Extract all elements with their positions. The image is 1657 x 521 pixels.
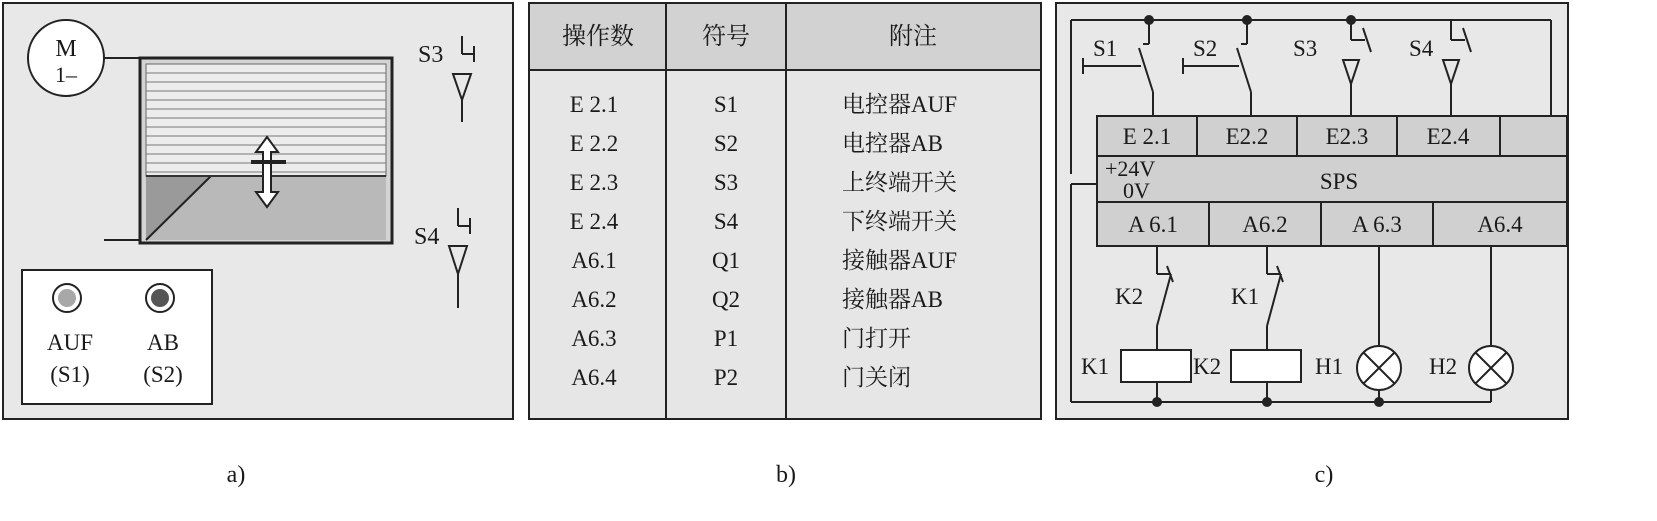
switch-label-s3-c: S3 xyxy=(1293,36,1318,61)
table-row-3-operand: E 2.3 xyxy=(569,170,619,195)
table-row-4-note: 下终端开关 xyxy=(842,209,957,234)
coil-label-k1: K1 xyxy=(1081,354,1110,379)
input-e2-4: E2.4 xyxy=(1426,124,1470,149)
lamp-label-h2: H2 xyxy=(1429,354,1458,379)
switch-label-s1: S1 xyxy=(1093,36,1118,61)
caption-c: c) xyxy=(1314,462,1334,488)
ab-button-label: AB xyxy=(147,330,179,355)
limit-switch-s3 xyxy=(418,36,474,122)
auf-button-label: AUF xyxy=(46,330,94,355)
table-row-2-symbol: S2 xyxy=(713,131,739,156)
limit-switch-s4 xyxy=(414,208,470,308)
table-row-1-symbol: S1 xyxy=(713,92,739,117)
panel-b-io-table xyxy=(528,2,1042,420)
wiring-diagram-svg xyxy=(1057,4,1567,418)
table-row-3-symbol: S3 xyxy=(713,170,739,195)
motor-label-bottom: 1– xyxy=(55,62,77,87)
motor-label-top: M xyxy=(55,36,77,62)
coil-label-k2: K2 xyxy=(1193,354,1222,379)
input-e2-3: E2.3 xyxy=(1325,124,1369,149)
header-note: 附注 xyxy=(889,24,937,50)
ab-button-id: (S2) xyxy=(143,362,183,387)
lamp-h1 xyxy=(1315,246,1401,402)
door-sketch-svg xyxy=(4,4,512,418)
input-e2-1: E 2.1 xyxy=(1122,124,1172,149)
io-table-svg xyxy=(530,4,1040,418)
panel-a-door-sketch xyxy=(2,2,514,420)
caption-b: b) xyxy=(776,462,796,488)
switch-label-s3: S3 xyxy=(418,42,444,68)
control-box xyxy=(22,270,212,404)
table-row-7-symbol: P1 xyxy=(713,326,739,351)
switch-s1 xyxy=(1083,20,1153,116)
power-0v: 0V xyxy=(1123,178,1150,203)
table-row-5-note: 接触器AUF xyxy=(842,248,958,273)
output-a6-4: A6.4 xyxy=(1477,212,1523,237)
caption-a: a) xyxy=(226,462,246,488)
table-row-2-note: 电控器AB xyxy=(842,131,943,156)
table-row-1-operand: E 2.1 xyxy=(569,92,619,117)
table-row-6-note: 接触器AB xyxy=(842,287,943,312)
table-row-5-symbol: Q1 xyxy=(711,248,741,273)
table-row-5-operand: A6.1 xyxy=(571,248,617,273)
switch-label-s4-c: S4 xyxy=(1409,36,1434,61)
header-operand: 操作数 xyxy=(562,24,634,50)
power-plus-24v: +24V xyxy=(1105,156,1156,181)
interlock-contact-k1 xyxy=(1231,246,1283,350)
contact-label-k1: K1 xyxy=(1231,284,1260,309)
table-row-4-symbol: S4 xyxy=(713,209,739,234)
table-row-2-operand: E 2.2 xyxy=(569,131,619,156)
table-row-7-operand: A6.3 xyxy=(571,326,617,351)
table-row-1-note: 电控器AUF xyxy=(842,92,958,117)
table-row-8-operand: A6.4 xyxy=(571,365,617,390)
lamp-h2 xyxy=(1429,246,1513,402)
lamp-label-h1: H1 xyxy=(1315,354,1344,379)
table-row-6-operand: A6.2 xyxy=(571,287,617,312)
switch-label-s4: S4 xyxy=(414,224,440,250)
table-row-4-operand: E 2.4 xyxy=(569,209,619,234)
coil-k2 xyxy=(1193,350,1301,402)
plc-block xyxy=(1097,116,1567,246)
table-row-8-note: 门关闭 xyxy=(842,365,911,390)
input-e2-2: E2.2 xyxy=(1225,124,1269,149)
table-row-3-note: 上终端开关 xyxy=(842,170,957,195)
output-a6-2: A6.2 xyxy=(1242,212,1288,237)
coil-k1 xyxy=(1081,350,1191,402)
header-symbol: 符号 xyxy=(702,24,750,50)
output-a6-3: A 6.3 xyxy=(1352,212,1402,237)
table-row-6-symbol: Q2 xyxy=(711,287,741,312)
table-row-8-symbol: P2 xyxy=(713,365,739,390)
auf-button-id: (S1) xyxy=(50,362,90,387)
switch-s2 xyxy=(1183,20,1251,116)
switch-s3 xyxy=(1293,20,1371,116)
table-row-7-note: 门打开 xyxy=(842,326,911,351)
switch-label-s2: S2 xyxy=(1193,36,1218,61)
switch-s4 xyxy=(1409,20,1471,116)
panel-c-wiring-diagram xyxy=(1055,2,1569,420)
output-a6-1: A 6.1 xyxy=(1128,212,1178,237)
table-rows xyxy=(570,92,957,390)
interlock-contact-k2 xyxy=(1115,246,1173,350)
plc-label: SPS xyxy=(1319,169,1359,194)
contact-label-k2: K2 xyxy=(1115,284,1144,309)
